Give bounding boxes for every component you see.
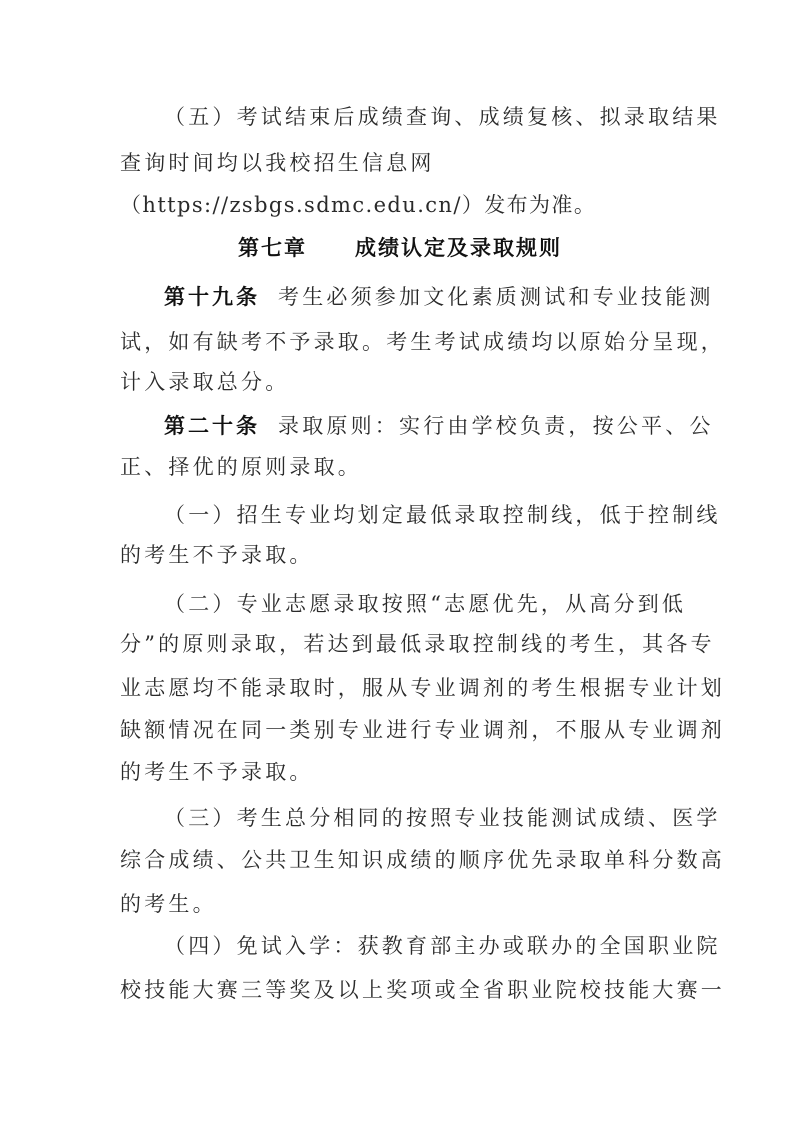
item-2-line-2: 分”的原则录取，若达到最低录取控制线的考生，其各专 — [120, 632, 715, 656]
para-5-line-2: 查询时间均以我校招生信息网 — [120, 151, 435, 175]
article-19-line-1 — [164, 282, 724, 312]
article-19-number: 第十九条 — [164, 284, 260, 309]
item-2-line-4: 缺额情况在同一类别专业进行专业调剂，不服从专业调剂 — [120, 718, 725, 742]
article-20-line-2: 正、择优的原则录取。 — [120, 455, 362, 479]
item-4-line-1: （四）免试入学：获教育部主办或联办的全国职业院 — [164, 934, 721, 958]
article-19-line-2: 试，如有缺考不予录取。考生考试成绩均以原始分呈现， — [120, 330, 725, 354]
chapter-heading — [0, 233, 800, 263]
item-4-line-2: 校技能大赛三等奖及以上奖项或全省职业院校技能大赛一 — [120, 978, 725, 1002]
item-2-line-1: （二）专业志愿录取按照“志愿优先，从高分到低 — [164, 592, 687, 616]
para-5-line-3: （https://zsbgs.sdmc.edu.cn/）发布为准。 — [120, 193, 597, 217]
article-19-text-1: 考生必须参加文化素质测试和专业技能测 — [278, 285, 714, 309]
item-2-line-5: 的考生不予录取。 — [120, 760, 314, 784]
article-20-line-1 — [164, 411, 724, 441]
article-19-line-3: 计入录取总分。 — [120, 370, 290, 394]
para-5-line-1: （五）考试结束后成绩查询、成绩复核、拟录取结果 — [164, 105, 721, 129]
chapter-number: 第七章 — [238, 235, 307, 260]
item-1-line-2: 的考生不予录取。 — [120, 543, 314, 567]
article-20-number: 第二十条 — [164, 413, 260, 438]
item-3-line-1: （三）考生总分相同的按照专业技能测试成绩、医学 — [164, 806, 721, 830]
item-3-line-3: 的考生。 — [120, 892, 217, 916]
item-1-line-1: （一）招生专业均划定最低录取控制线，低于控制线 — [164, 503, 721, 527]
article-20-text-1: 录取原则：实行由学校负责，按公平、公 — [278, 414, 714, 438]
chapter-title: 成绩认定及录取规则 — [355, 235, 562, 260]
item-2-line-3: 业志愿均不能录取时，服从专业调剂的考生根据专业计划 — [120, 676, 725, 700]
item-3-line-2: 综合成绩、公共卫生知识成绩的顺序优先录取单科分数高 — [120, 848, 725, 872]
